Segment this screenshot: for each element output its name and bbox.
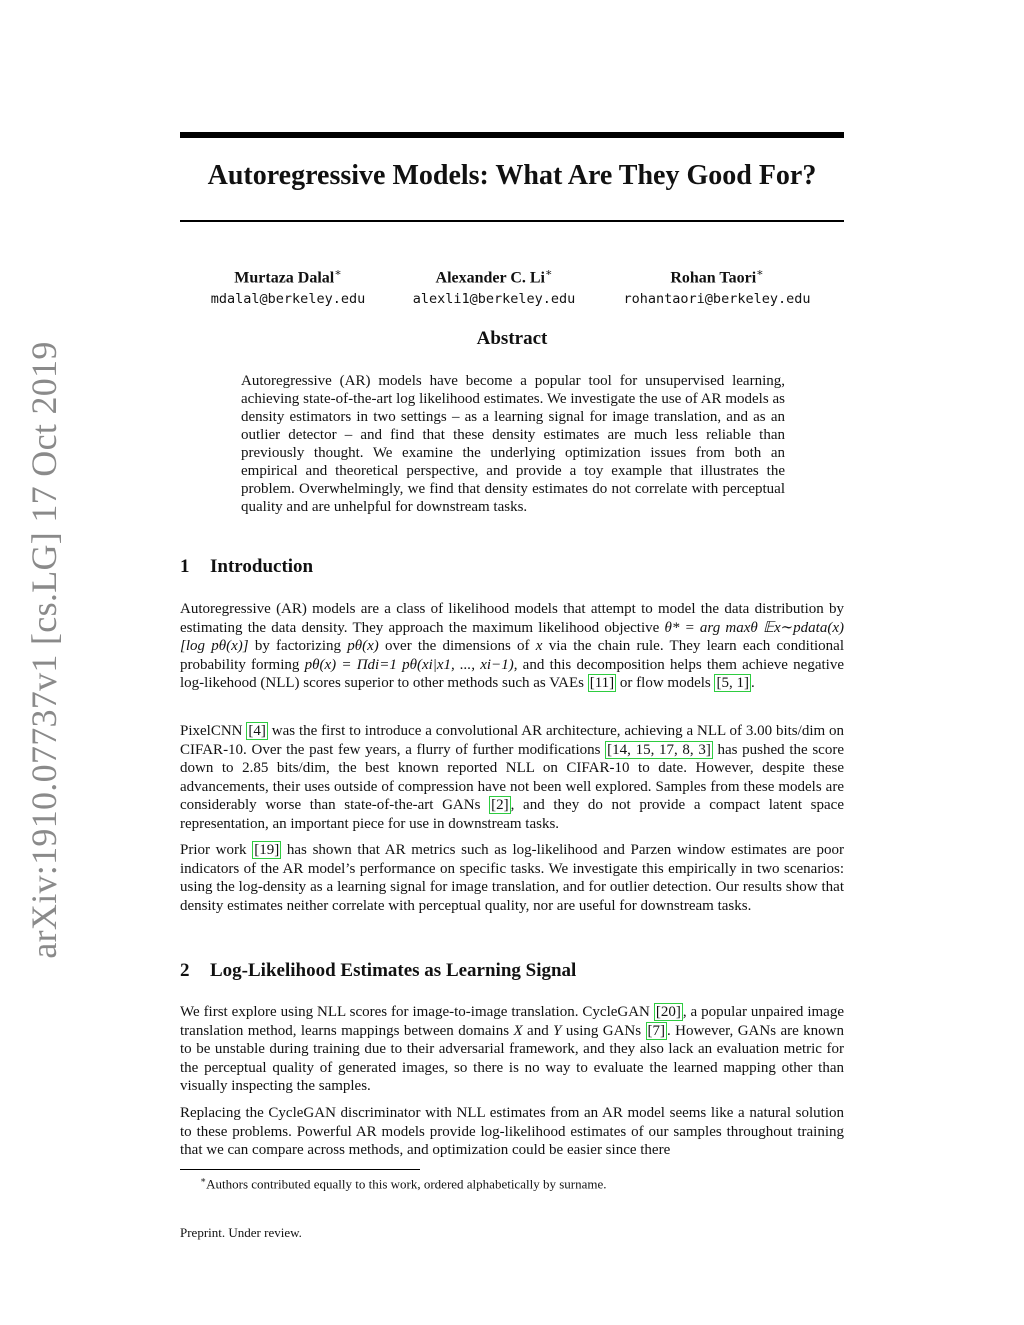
title-top-rule [180,132,844,138]
paragraph: PixelCNN [4] was the first to introduce a convolutional AR architecture, achieving a NLL of 3.00 bits/dim on CIFAR-10. Over the past few years, a flurry of further modifications [14, 15, 17, 8, 3] has pushed the score down to 2.85 bits/dim, the best known reported NLL on CIFAR-10 to date. However, despite these advancements, their uses outside of compression have not been well explored. Samples from these models are considerably worse than state-of-the-art GANs [2] , and they do not provide a compact latent space representation, an important piece for use in downstream tasks. [180,723,845,832]
abstract-heading: Abstract [476,328,548,349]
paper-title: Autoregressive Models: What Are They Good For? [207,160,817,191]
math-expression: X [513,1022,523,1039]
paragraph: Replacing the CycleGAN discriminator with NLL estimates from an AR model seems like a natural solution to these problems. Powerful AR models provide log-likelihood estimates of our samples throughout training that we can compare across methods, and optimization could be easier since there [180,1105,844,1158]
author-block [597,266,837,307]
author-email[interactable]: rohantaori@berkeley.edu [623,291,811,308]
author-name: Rohan Taori [670,269,757,287]
author-name: Murtaza Dalal [234,269,335,287]
footnote [200,1175,607,1192]
paragraph: Prior work [19] has shown that AR metrics such as log-likelihood and Parzen window estimates are poor indicators of the AR model’s performance on specific tasks. We investigate this empirically in two scenarios: using the log-density as a learning signal for image translation, and for outlier detection. Our results show that density estimates neither correlate with perceptual quality, nor are useful for downstream tasks. [180,842,844,914]
author-mark: ∗ [334,267,342,279]
author-email[interactable]: alexli1@berkeley.edu [412,291,576,308]
paragraph: We first explore using NLL scores for image-to-image translation. CycleGAN [20] , a popular unpaired image translation method, learns mappings between domains X and Y using GANs [7] . However, GANs are known to be unstable during training due to their adversarial framework, and they also lack an evaluation metric for the perceptual quality of generated images, so there is no way to evaluate the learned mapping other than visually inspecting the samples. [180,1004,844,1094]
author-mark: ∗ [545,267,553,279]
footnote-mark: ∗ [200,1175,207,1185]
citation-link[interactable]: [14, 15, 17, 8, 3] [607,741,711,758]
author-block [168,266,408,307]
title-bottom-rule [180,220,844,222]
footnote-rule [180,1169,420,1170]
citation-link[interactable]: [19] [254,842,280,858]
math-expression: pθ(x) = Πdi=1 pθ(xi|x1, ..., xi−1) [304,656,514,673]
paragraph: Autoregressive (AR) models are a class of likelihood models that attempt to model the data distribution by estimating the data density. They approach the maximum likelihood objective θ* = arg maxθ 𝔼x∼pdata(x)[log pθ(x)] by factorizing pθ(x) over the dimensions of x via the chain rule. They learn each conditional probability forming pθ(x) = Πdi=1 pθ(xi|x1, ..., xi−1), and this decomposition helps them achieve negative log-likehood (NLL) scores superior to other methods such as VAEs [11] or flow models [5, 1] . [180,601,845,691]
math-expression: Y [553,1022,562,1039]
citation-link[interactable]: [7] [647,1022,666,1039]
arxiv-sidebar [0,0,80,1325]
arxiv-identifier: arXiv:1910.07737v1 [cs.LG] 17 Oct 2019 [24,341,64,959]
citation-link[interactable]: [5, 1] [716,675,749,691]
author-name: Alexander C. Li [435,269,545,287]
math-expression: pθ(x) [347,638,379,654]
section-heading [180,960,576,982]
citation-link[interactable]: [4] [248,723,266,739]
section-title: Log-Likelihood Estimates as Learning Signal [210,960,577,981]
citation-link[interactable]: [2] [491,797,509,813]
math-expression: θ* = arg maxθ 𝔼x∼pdata(x)[log pθ(x)] [180,619,844,654]
section-number: 1 [180,556,190,577]
citation-link[interactable]: [11] [589,675,615,691]
author-mark: ∗ [756,267,764,279]
citation-link[interactable]: [20] [655,1004,681,1020]
math-expression: x [535,638,543,654]
author-email[interactable]: mdalal@berkeley.edu [210,291,366,308]
author-block [374,266,614,307]
preprint-note: Preprint. Under review. [180,1225,302,1240]
section-title: Introduction [210,556,314,577]
section-heading [180,556,313,578]
abstract-text: Autoregressive (AR) models have become a popular tool for unsupervised learning, achieving state-of-the-art log likelihood estimates. We investigate the use of AR models as density estimators in two settings – as a learning signal for image translation, and as an outlier detector – and find that these density estimates are much less reliable than previously thought. We examine the underlying optimization issues from both an empirical and theoretical perspective, and provide a toy example that illustrates the problem. Overwhelmingly, we find that density estimates do not correlate with perceptual quality and are unhelpful for downstream tasks. [241,373,785,515]
section-number: 2 [180,960,190,981]
footnote-text: Authors contributed equally to this work, ordered alphabetically by surname. [206,1176,607,1192]
